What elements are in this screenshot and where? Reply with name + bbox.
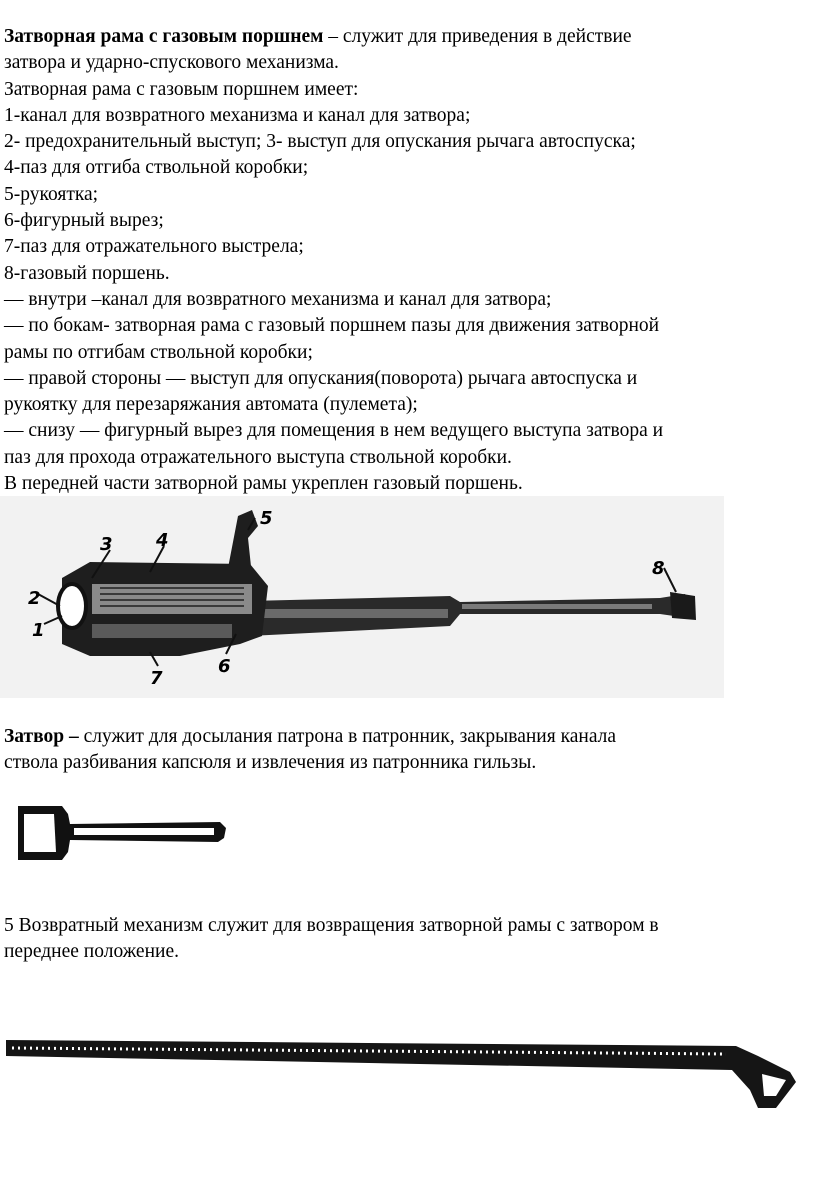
bolt-carrier-heading-tail: – служит для приведения в действие (323, 26, 632, 47)
bolt-description (4, 724, 804, 777)
label-2: 2 (28, 588, 41, 609)
label-6: 6 (218, 656, 231, 677)
label-4: 4 (156, 530, 169, 551)
bolt-carrier-description (4, 24, 804, 497)
bolt-heading-tail: служит для досылания патрона в патронник, закрывания канала (78, 726, 617, 747)
text-line: — снизу — фигурный вырез для помещения в нем ведущего выступа затвора и (4, 420, 664, 442)
bolt-heading: Затвор – (4, 726, 79, 747)
bolt-head-window (24, 814, 56, 852)
text-line: 2- предохранительный выступ; 3- выступ для опускания рычага автоспуска; (4, 131, 636, 153)
bolt-stem-highlight (74, 828, 214, 835)
return-mechanism-figure (6, 1030, 800, 1114)
bolt-channel (58, 584, 86, 628)
text-line: ствола разбивания капсюля и извлечения из патронника гильзы. (4, 752, 537, 774)
text-line: — правой стороны — выступ для опускания(поворота) рычага автоспуска и (4, 367, 638, 389)
text-line: Затворная рама с газовым поршнем имеет: (4, 78, 359, 100)
text-line: В передней части затворной рамы укреплен газовый поршень. (4, 473, 523, 495)
rod-highlight (258, 609, 448, 618)
text-line: рамы по отгибам ствольной коробки; (4, 341, 313, 363)
lower-groove (92, 624, 232, 638)
text-line: — внутри –канал для возвратного механизма и канал для затвора; (4, 288, 552, 310)
text-line: переднее положение. (4, 941, 179, 963)
bolt-carrier-heading: Затворная рама с газовым поршнем (4, 26, 324, 47)
gas-piston-head (670, 592, 696, 620)
text-line: 5 Возвратный механизм служит для возвращения затворной рамы с затвором в (4, 915, 659, 936)
text-line: 1-канал для возвратного механизма и канал для затвора; (4, 104, 471, 126)
text-line: 6-фигурный вырез; (4, 210, 164, 232)
bolt-first-line (4, 724, 804, 750)
text-line: 4-паз для отгиба ствольной коробки; (4, 157, 309, 179)
piston-highlight (462, 604, 652, 609)
text-line: 8-газовый поршень. (4, 262, 170, 284)
label-7: 7 (150, 668, 163, 689)
text-line: затвора и ударно-спускового механизма. (4, 52, 339, 74)
label-1: 1 (32, 620, 45, 641)
bolt-figure (10, 800, 232, 866)
return-mechanism-description (4, 913, 804, 966)
text-line: 7-паз для отражательного выстрела; (4, 236, 304, 258)
return-spring (6, 1040, 796, 1108)
label-5: 5 (260, 508, 273, 529)
bolt-carrier-figure (0, 496, 724, 698)
text-line: паз для прохода отражательного выступа ствольной коробки. (4, 446, 512, 468)
text-line: — по бокам- затворная рама с газовый поршнем пазы для движения затворной (4, 315, 660, 337)
text-line: 5-рукоятка; (4, 183, 99, 205)
bolt-carrier-first-line (4, 24, 804, 50)
text-line: рукоятку для перезаряжания автомата (пулемета); (4, 394, 418, 416)
label-8: 8 (652, 558, 665, 579)
label-3: 3 (100, 534, 113, 555)
